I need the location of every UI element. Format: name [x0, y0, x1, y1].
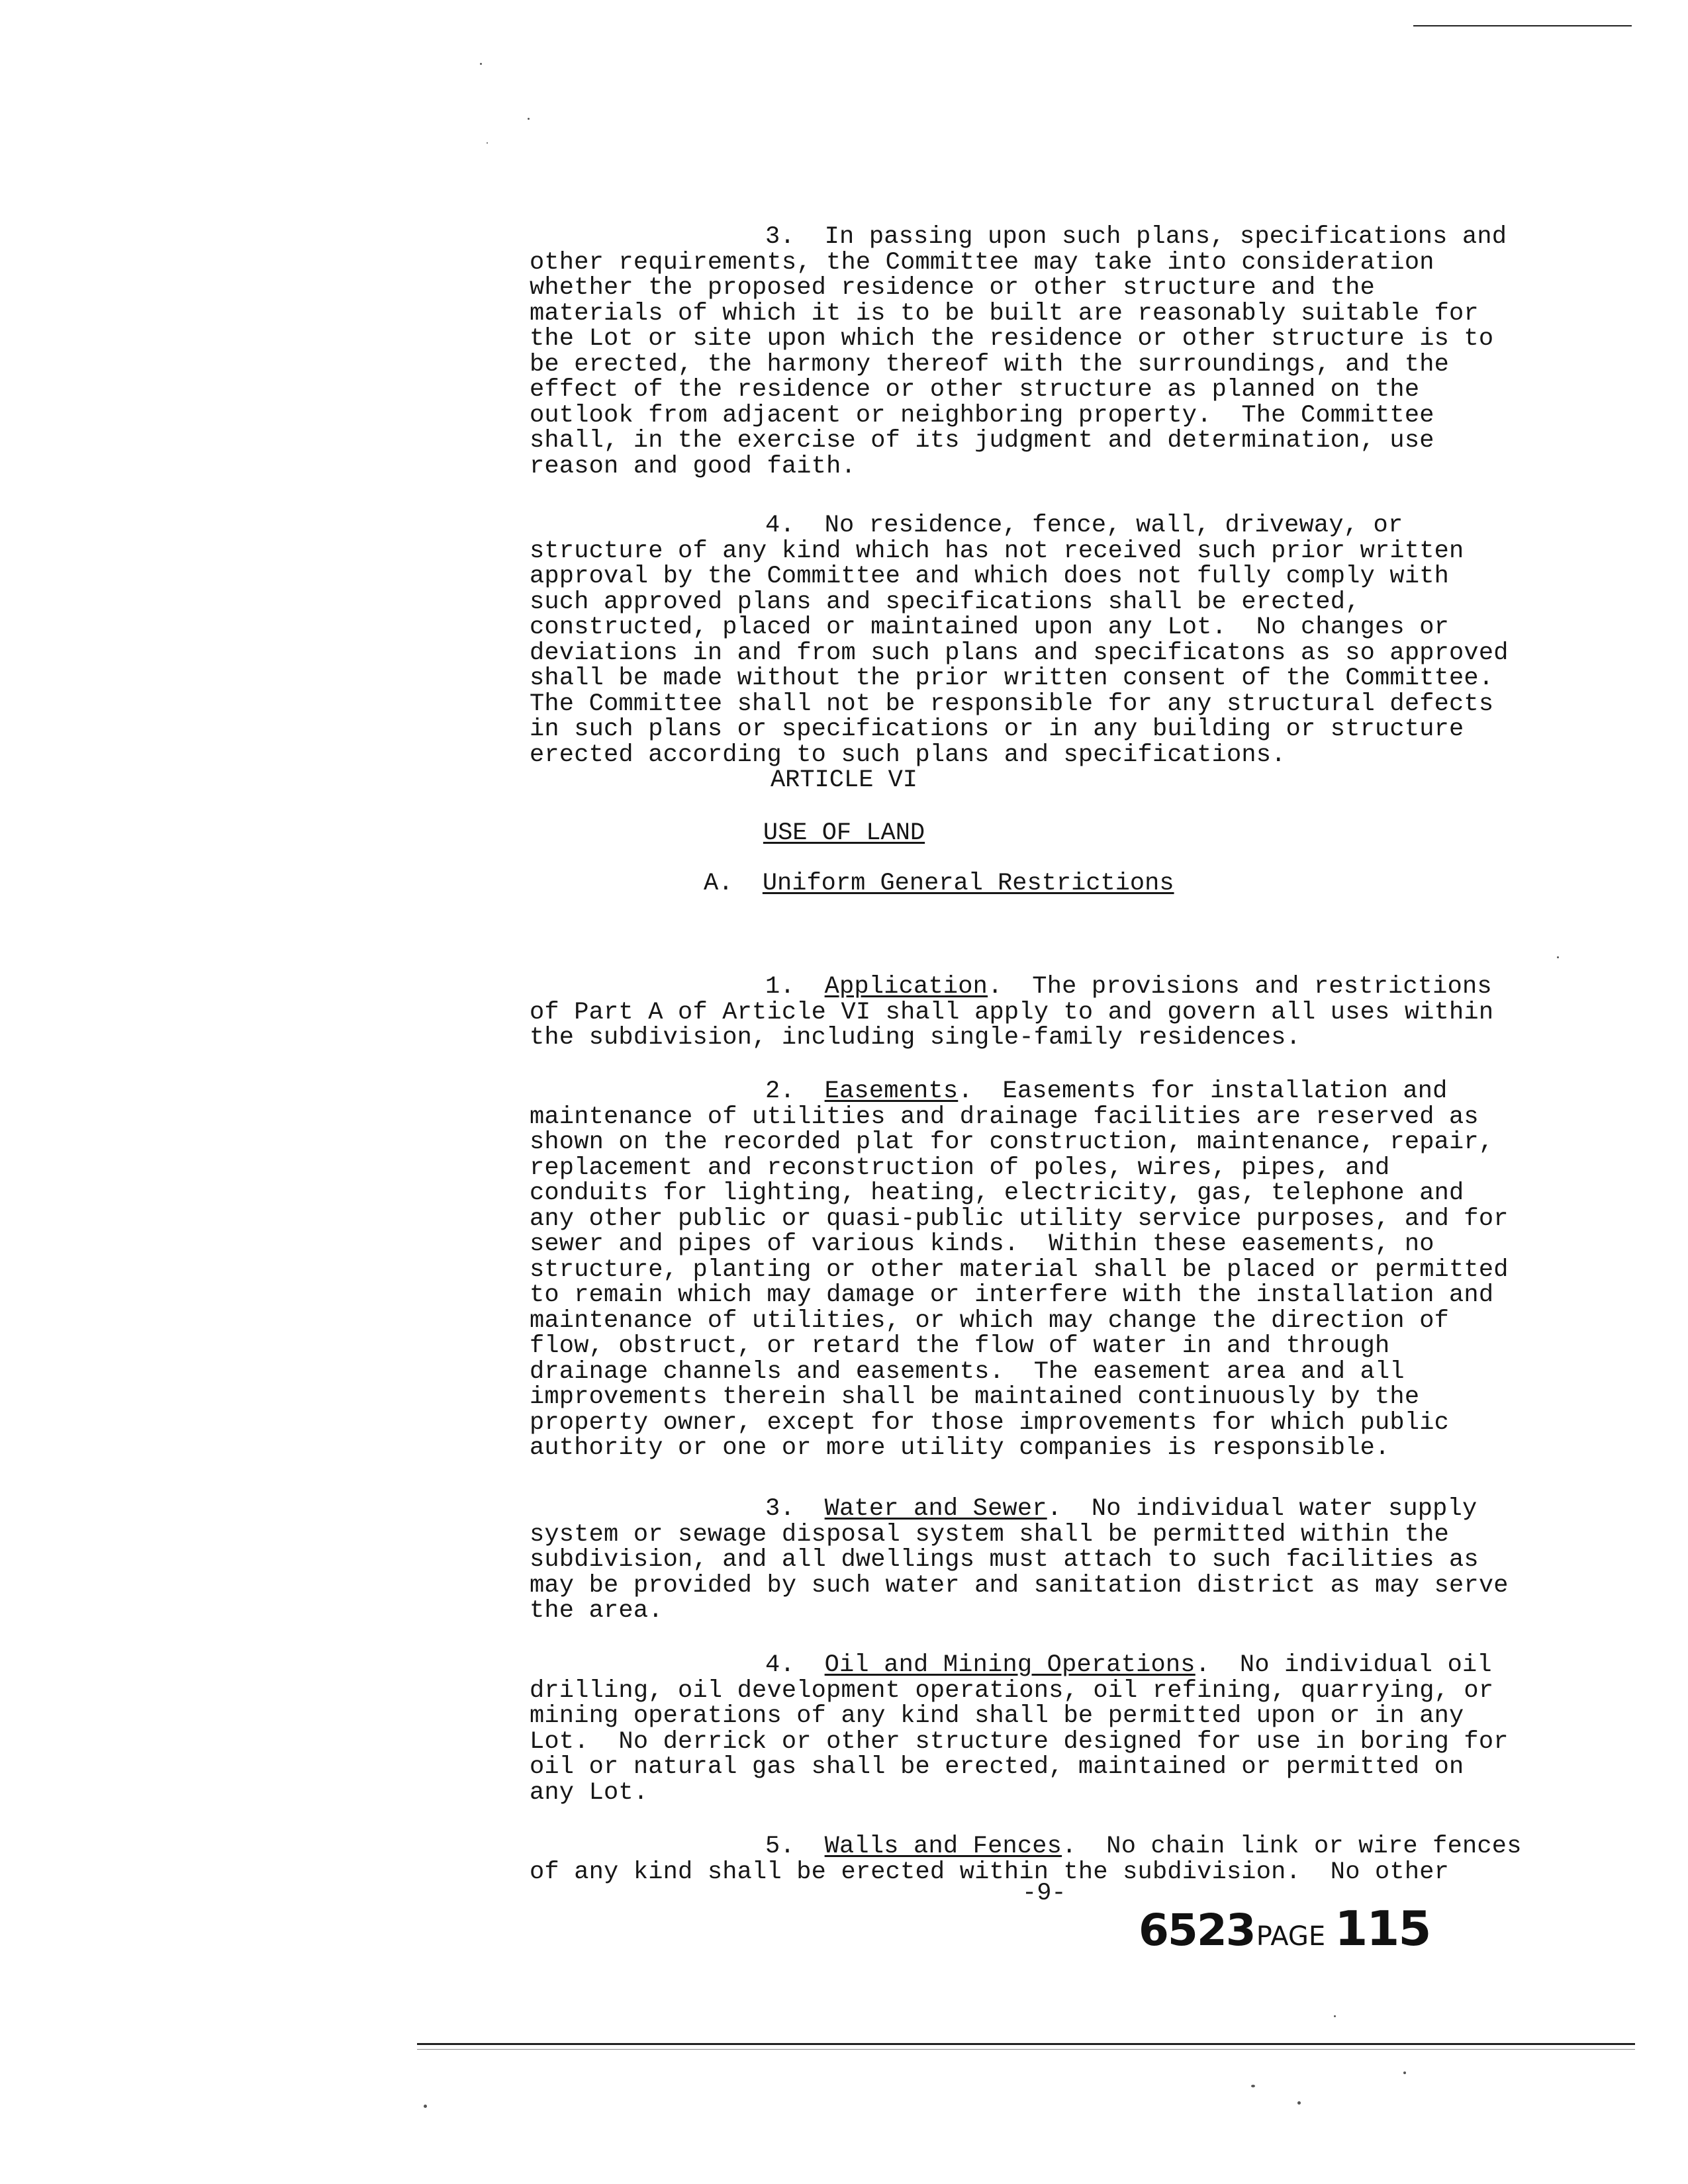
- page-label: PAGE: [1256, 1921, 1326, 1952]
- line: may be provided by such water and sanitation district as may serve: [530, 1571, 1509, 1600]
- book-number: 6523: [1139, 1905, 1255, 1956]
- line: authority or one or more utility companies is responsible.: [530, 1434, 1390, 1462]
- section-a-heading: [704, 870, 1174, 897]
- paragraph-3-text: [530, 224, 1562, 479]
- recorded-page-number: 115: [1335, 1901, 1430, 1956]
- item-first-text: . The provisions and restrictions: [988, 973, 1492, 1001]
- line: replacement and reconstruction of poles, wires, pipes, and: [530, 1154, 1390, 1182]
- item-number: 5.: [765, 1833, 795, 1860]
- line: be erected, the harmony thereof with the surroundings, and the: [530, 350, 1450, 379]
- scan-speck: [1557, 956, 1559, 958]
- article-title-text: USE OF LAND: [763, 819, 925, 847]
- line: erected according to such plans and specifications.: [530, 741, 1286, 769]
- paragraph-first-line: [530, 973, 1492, 1001]
- line: structure, planting or other material shall be placed or permitted: [530, 1255, 1509, 1284]
- line: the area.: [530, 1597, 663, 1625]
- bottom-rule: [417, 2043, 1635, 2045]
- scan-speck: [1334, 2015, 1336, 2017]
- line: materials of which it is to be built are reasonably suitable for: [530, 299, 1479, 328]
- section-letter: A.: [704, 870, 733, 897]
- item-title: Easements: [824, 1077, 959, 1105]
- scan-speck: [1403, 2071, 1406, 2074]
- line: the Lot or site upon which the residence or other structure is to: [530, 325, 1494, 353]
- scan-speck: [424, 2105, 427, 2108]
- item-first-text: . No individual oil: [1195, 1651, 1492, 1679]
- item-first-text: . No individual water supply: [1047, 1495, 1477, 1523]
- item-first-text: . Easements for installation and: [958, 1077, 1448, 1105]
- line: shall, in the exercise of its judgment and determination, use: [530, 427, 1434, 455]
- line: drilling, oil development operations, oil refining, quarrying, or: [530, 1676, 1494, 1705]
- recording-stamp: [1139, 1901, 1430, 1956]
- item-title: Walls and Fences: [824, 1833, 1062, 1860]
- line: flow, obstruct, or retard the flow of water in and through: [530, 1332, 1390, 1360]
- line: Lot. No derrick or other structure designed for use in boring for: [530, 1727, 1509, 1756]
- page-number: -9-: [1022, 1880, 1066, 1907]
- line: The Committee shall not be responsible for any structural defects: [530, 690, 1494, 718]
- paragraph-3: [530, 173, 1562, 505]
- scan-speck: [480, 63, 482, 65]
- line: such approved plans and specifications shall be erected,: [530, 588, 1360, 616]
- line: mining operations of any kind shall be permitted upon or in any: [530, 1702, 1464, 1730]
- paragraph-4: [530, 462, 1562, 794]
- section-a2: [530, 1028, 1562, 1486]
- line: deviations in and from such plans and specificatons as so approved: [530, 639, 1509, 667]
- item-number: 3.: [765, 1495, 795, 1523]
- line: system or sewage disposal system shall be permitted within the: [530, 1520, 1450, 1549]
- section-a2-text: [530, 1079, 1562, 1461]
- line: property owner, except for those improvements for which public: [530, 1408, 1450, 1437]
- item-title: Application: [824, 973, 988, 1001]
- line: drainage channels and easements. The easement area and all: [530, 1357, 1405, 1386]
- line: sewer and pipes of various kinds. Within these easements, no: [530, 1230, 1434, 1258]
- item-number: 2.: [765, 1077, 795, 1105]
- line: reason and good faith.: [530, 452, 856, 480]
- line: of Part A of Article VI shall apply to and govern all uses within: [530, 998, 1494, 1026]
- line: any Lot.: [530, 1778, 649, 1807]
- line: to remain which may damage or interfere with the installation and: [530, 1281, 1494, 1309]
- line: oil or natural gas shall be erected, maintained or permitted on: [530, 1753, 1464, 1781]
- line: any other public or quasi-public utility service purposes, and for: [530, 1205, 1509, 1233]
- paragraph-4-text: [530, 513, 1562, 768]
- item-title: Oil and Mining Operations: [824, 1651, 1196, 1679]
- scan-speck: [528, 118, 530, 120]
- top-rule: [1413, 25, 1632, 26]
- line: improvements therein shall be maintained continuously by the: [530, 1383, 1420, 1411]
- line: approval by the Committee and which does not fully comply with: [530, 563, 1450, 590]
- scan-speck: [1297, 2101, 1301, 2105]
- article-heading: ARTICLE VI: [770, 766, 918, 794]
- line: in such plans or specifications or in any building or structure: [530, 715, 1464, 743]
- line: conduits for lighting, heating, electricity, gas, telephone and: [530, 1179, 1464, 1207]
- scan-speck: [487, 142, 488, 144]
- paragraph-first-line: 3. In passing upon such plans, specifications and: [765, 223, 1507, 251]
- item-number: 1.: [765, 973, 795, 1001]
- article-title: [0, 819, 1688, 847]
- paragraph-first-line: [530, 1495, 1477, 1523]
- paragraph-first-line: [530, 1651, 1492, 1679]
- item-first-text: . No chain link or wire fences: [1062, 1833, 1522, 1860]
- line: other requirements, the Committee may take into consideration: [530, 248, 1434, 277]
- section-a5-text: [530, 1834, 1562, 1885]
- line: maintenance of utilities, or which may change the direction of: [530, 1306, 1450, 1335]
- scan-speck: [1251, 2085, 1255, 2087]
- line: shall be made without the prior written consent of the Committee.: [530, 664, 1494, 692]
- item-title: Water and Sewer: [824, 1495, 1047, 1523]
- section-title: Uniform General Restrictions: [762, 870, 1174, 897]
- line: effect of the residence or other structure as planned on the: [530, 376, 1420, 404]
- bottom-rule-faint: [417, 2049, 1635, 2050]
- line: shown on the recorded plat for construction, maintenance, repair,: [530, 1128, 1494, 1156]
- paragraph-first-line: 4. No residence, fence, wall, driveway, or: [765, 512, 1403, 539]
- line: outlook from adjacent or neighboring property. The Committee: [530, 401, 1434, 430]
- item-number: 4.: [765, 1651, 795, 1679]
- line: whether the proposed residence or other structure and the: [530, 274, 1376, 302]
- paragraph-first-line: [530, 1077, 1448, 1105]
- line: structure of any kind which has not received such prior written: [530, 537, 1464, 565]
- line: of any kind shall be erected within the subdivision. No other: [530, 1858, 1450, 1886]
- line: constructed, placed or maintained upon any Lot. No changes or: [530, 614, 1450, 641]
- line: the subdivision, including single-family residences.: [530, 1024, 1301, 1052]
- line: maintenance of utilities and drainage facilities are reserved as: [530, 1103, 1479, 1131]
- line: subdivision, and all dwellings must attach to such facilities as: [530, 1546, 1479, 1574]
- paragraph-first-line: [530, 1833, 1522, 1860]
